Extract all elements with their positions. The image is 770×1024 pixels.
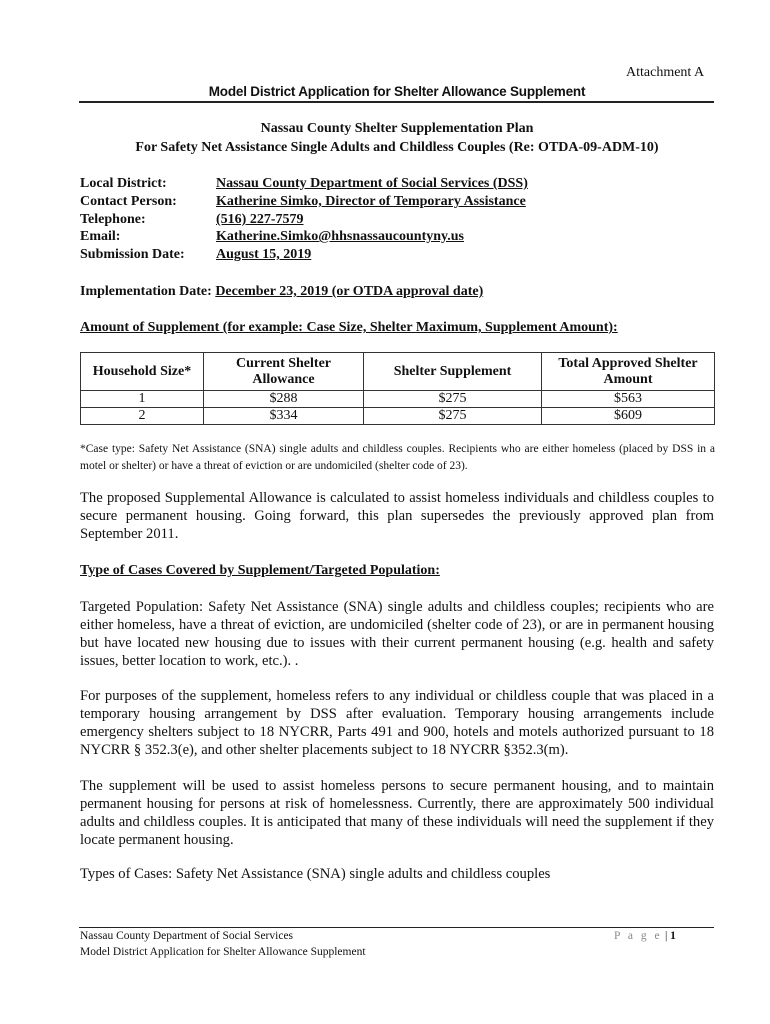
- paragraph-supplement: The supplement will be used to assist homeless persons to secure permanent housing, and to maintain permanent housing for persons at risk of homelessness. Currently, there are approximately 500 individual adults and childless couples. It is anticipated that many of these individuals will need the supplement if they locate permanent housing.: [80, 778, 714, 848]
- info-value: Katherine Simko, Director of Temporary Assistance: [216, 194, 526, 209]
- page-number-value: 1: [670, 930, 676, 942]
- footer-divider: [79, 927, 714, 928]
- table-header-row: [81, 353, 715, 391]
- table-header-cell: Household Size*: [81, 353, 204, 391]
- info-value: Nassau County Department of Social Services (DSS): [216, 176, 528, 191]
- table-cell: $563: [542, 391, 715, 408]
- table-cell: $275: [364, 408, 542, 425]
- table-header-cell: Shelter Supplement: [364, 353, 542, 391]
- implementation-date: [80, 284, 483, 300]
- amount-heading: Amount of Supplement (for example: Case Size, Shelter Maximum, Supplement Amount):: [80, 320, 618, 335]
- table-header-cell: Current Shelter Allowance: [204, 353, 364, 391]
- table-cell: $334: [204, 408, 364, 425]
- page-number: [614, 930, 676, 942]
- table-cell: $288: [204, 391, 364, 408]
- paragraph-purposes: For purposes of the supplement, homeless refers to any individual or childless couple that was placed in a temporary housing arrangement by DSS after evaluation. Temporary housing arrangements include emergency shelters subject to 18 NYCRR, Parts 491 and 900, hotels and motels authorized pursuant to 18 NYCRR § 352.3(e), and other shelter placements subject to 18 NYCRR §352.3(m).: [80, 688, 714, 758]
- type-heading: Type of Cases Covered by Supplement/Targeted Population:: [80, 563, 440, 578]
- document-header-title: Model District Application for Shelter Allowance Supplement: [208, 84, 586, 99]
- table-row: [81, 408, 715, 425]
- table-cell: 1: [81, 391, 204, 408]
- table-cell: $609: [542, 408, 715, 425]
- paragraph-targeted: Targeted Population: Safety Net Assistance (SNA) single adults and childless couples; recipients who are either homeless, have a threat of eviction, are undomiciled (shelter code of 23), or are in permanent housing but have located new housing due to issues with their current permanent housing (e.g. health and safety issues, better location to work, etc.). .: [80, 599, 714, 669]
- info-label: Submission Date:: [80, 247, 185, 262]
- plan-title: Nassau County Shelter Supplementation Plan: [260, 121, 534, 136]
- paragraph-proposed: The proposed Supplemental Allowance is calculated to assist homeless individuals and childless couples to secure permanent housing. Going forward, this plan supersedes the previously approved plan from September 2011.: [80, 490, 714, 542]
- plan-subtitle: For Safety Net Assistance Single Adults and Childless Couples (Re: OTDA-09-ADM-10): [135, 140, 659, 155]
- table-row: [81, 391, 715, 408]
- implementation-label: Implementation Date:: [80, 284, 212, 299]
- table-header-cell: Total Approved Shelter Amount: [542, 353, 715, 391]
- info-label: Contact Person:: [80, 194, 177, 209]
- implementation-value: December 23, 2019 (or OTDA approval date): [215, 284, 484, 299]
- page-separator: |: [662, 930, 671, 942]
- info-value: August 15, 2019: [216, 247, 312, 262]
- header-divider: [79, 101, 714, 103]
- info-label: Telephone:: [80, 212, 146, 227]
- footer-line-2: Model District Application for Shelter Allowance Supplement: [80, 946, 366, 958]
- info-label: Local District:: [80, 176, 167, 191]
- supplement-table: [80, 352, 715, 425]
- attachment-label: Attachment A: [626, 65, 705, 80]
- info-label: Email:: [80, 229, 121, 244]
- info-value: (516) 227-7579: [216, 212, 304, 227]
- table-cell: $275: [364, 391, 542, 408]
- case-type-note: *Case type: Safety Net Assistance (SNA) single adults and childless couples. Recipients who are either homeless (placed by DSS in a motel or shelter) or have a threat of eviction or are undomiciled (shelter code of 23).: [80, 443, 715, 472]
- info-value[interactable]: Katherine.Simko@hhsnassaucountyny.us: [216, 229, 464, 244]
- table-cell: 2: [81, 408, 204, 425]
- page-word: P a g e: [614, 930, 663, 942]
- footer-line-1: Nassau County Department of Social Services: [80, 930, 294, 942]
- paragraph-types: Types of Cases: Safety Net Assistance (SNA) single adults and childless couples: [80, 866, 551, 882]
